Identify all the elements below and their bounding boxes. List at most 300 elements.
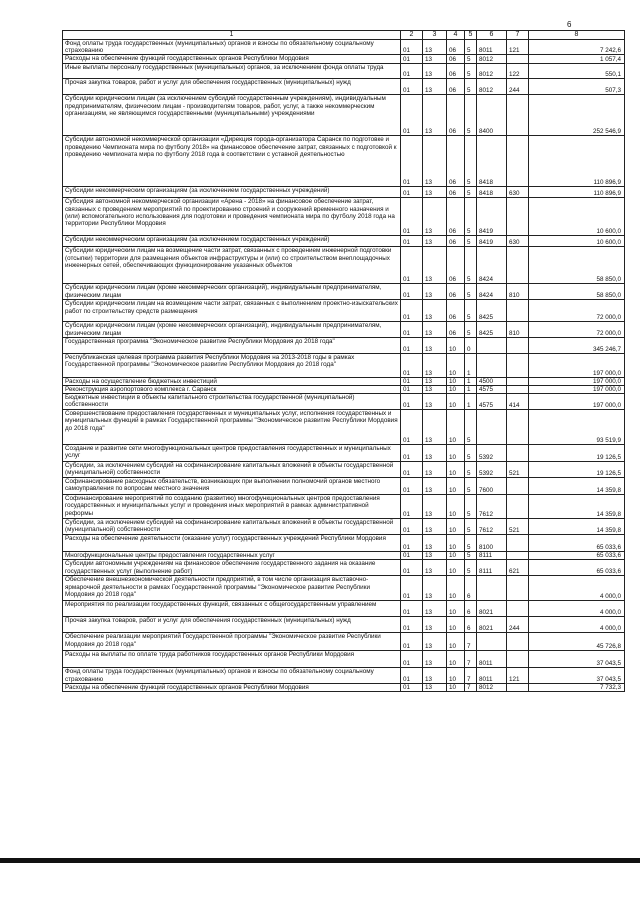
table-row: [63, 377, 625, 385]
code-section: 01: [401, 377, 423, 385]
code-expense-type: [507, 55, 529, 64]
code-section: 01: [401, 198, 423, 236]
code-program: 10: [447, 617, 465, 633]
table-row: [63, 560, 625, 576]
code-section: 01: [401, 601, 423, 617]
code-target: 8011: [477, 668, 507, 683]
code-section: 01: [401, 136, 423, 187]
code-subprogram: 5: [465, 95, 477, 136]
table-row: [63, 445, 625, 462]
amount: 110 896,9: [529, 187, 625, 198]
code-subsection: 13: [423, 683, 447, 691]
row-description: Совершенствование предоставления государственных и муниципальных услуг, исполнения государственных и муниципальных функций в рамках Государственной программы "Экономическое развитие Республики Мордовия до 2018 года": [63, 410, 401, 445]
code-program: 10: [447, 668, 465, 683]
table-row: [63, 651, 625, 668]
code-subsection: 13: [423, 445, 447, 462]
code-section: 01: [401, 300, 423, 322]
code-section: 01: [401, 462, 423, 478]
row-description: Расходы на выплаты по оплате труда работников государственных органов Республики Мордовия: [63, 651, 401, 668]
code-section: 01: [401, 535, 423, 552]
code-program: 06: [447, 136, 465, 187]
code-expense-type: 244: [507, 617, 529, 633]
amount: 4 000,0: [529, 617, 625, 633]
table-row: [63, 284, 625, 300]
row-description: Субсидии некоммерческим организациям (за исключением государственных учреждений): [63, 187, 401, 198]
table-row: [63, 55, 625, 64]
code-section: 01: [401, 55, 423, 64]
amount: 4 000,0: [529, 576, 625, 601]
row-description: Бюджетные инвестиции в объекты капитального строительства государственной (муниципальной) собственности: [63, 394, 401, 410]
code-subsection: 13: [423, 40, 447, 55]
code-subsection: 13: [423, 55, 447, 64]
code-subsection: 13: [423, 668, 447, 683]
row-description: Субсидии юридическим лицам (за исключением субсидий государственным учреждениям), индивидуальным предпринимателям, физическим лицам - производителям товаров, работ, услуг, а также некоммерческим организациям, не являющимся государственными (муниципальными) учреждениями: [63, 95, 401, 136]
table-row: [63, 552, 625, 560]
amount: 65 033,6: [529, 560, 625, 576]
code-subsection: 13: [423, 300, 447, 322]
code-target: 8424: [477, 284, 507, 300]
table-row: [63, 633, 625, 651]
code-expense-type: [507, 601, 529, 617]
code-section: 01: [401, 79, 423, 95]
code-target: 8419: [477, 236, 507, 247]
code-subsection: 13: [423, 560, 447, 576]
row-description: Фонд оплаты труда государственных (муниципальных) органов и взносы по обязательному социальному страхованию: [63, 40, 401, 55]
code-subprogram: 5: [465, 552, 477, 560]
table-row: [63, 322, 625, 337]
code-expense-type: [507, 445, 529, 462]
amount: 345 246,7: [529, 337, 625, 353]
code-target: 7612: [477, 519, 507, 535]
row-description: Субсидии автономным учреждениям на финансовое обеспечение государственного задания на оказание государственных услуг (выполнение работ): [63, 560, 401, 576]
code-subprogram: 7: [465, 651, 477, 668]
table-row: [63, 394, 625, 410]
code-subsection: 13: [423, 337, 447, 353]
code-target: 8111: [477, 560, 507, 576]
code-program: 10: [447, 535, 465, 552]
code-section: 01: [401, 560, 423, 576]
amount: 197 000,0: [529, 377, 625, 385]
code-expense-type: 244: [507, 79, 529, 95]
amount: 550,1: [529, 64, 625, 79]
code-subprogram: 5: [465, 495, 477, 519]
row-description: Субсидии юридическим лицам на возмещение части затрат, связанных с проведением инженерной подготовки (отсыпки) территории для размещения объектов инфраструктуры и (или) со строительством внеплощадочных инженерных сетей, обеспечивающих функционирование указанных объектов: [63, 247, 401, 284]
amount: 37 043,5: [529, 668, 625, 683]
code-expense-type: [507, 478, 529, 495]
code-program: 10: [447, 519, 465, 535]
row-description: Софинансирование расходных обязательств, возникающих при выполнении полномочий органов местного самоуправления по вопросам местного значения: [63, 478, 401, 495]
code-program: 10: [447, 495, 465, 519]
amount: 65 033,6: [529, 535, 625, 552]
code-expense-type: [507, 386, 529, 394]
code-subprogram: 5: [465, 55, 477, 64]
code-expense-type: 121: [507, 668, 529, 683]
code-program: 10: [447, 410, 465, 445]
code-program: 06: [447, 236, 465, 247]
amount: 252 546,9: [529, 95, 625, 136]
amount: 37 043,5: [529, 651, 625, 668]
table-row: [63, 64, 625, 79]
code-expense-type: [507, 633, 529, 651]
code-program: 06: [447, 300, 465, 322]
amount: 7 732,3: [529, 683, 625, 691]
code-subsection: 13: [423, 353, 447, 377]
code-target: 8425: [477, 322, 507, 337]
code-section: 01: [401, 236, 423, 247]
code-section: 01: [401, 95, 423, 136]
code-program: 10: [447, 552, 465, 560]
code-subprogram: 5: [465, 284, 477, 300]
code-subsection: 13: [423, 519, 447, 535]
column-header: 1: [63, 31, 401, 40]
amount: 10 600,0: [529, 236, 625, 247]
code-target: 8021: [477, 601, 507, 617]
code-section: 01: [401, 386, 423, 394]
code-subprogram: 6: [465, 617, 477, 633]
code-target: 8424: [477, 247, 507, 284]
amount: 58 850,0: [529, 284, 625, 300]
code-program: 10: [447, 462, 465, 478]
code-subsection: 13: [423, 284, 447, 300]
row-description: Софинансирование мероприятий по созданию (развитию) многофункциональных центров предоставления государственных и муниципальных услуг и проведения иных мероприятий в рамках административной реформы: [63, 495, 401, 519]
amount: 110 896,9: [529, 136, 625, 187]
code-section: 01: [401, 410, 423, 445]
code-expense-type: 630: [507, 187, 529, 198]
code-expense-type: [507, 552, 529, 560]
code-section: 01: [401, 495, 423, 519]
row-description: Обеспечение внешнеэкономической деятельности предприятий, в том числе организация выставочно-ярмарочной деятельности в рамках Государственной программы "Экономическое развитие Республики Мордовия до 2018 года": [63, 576, 401, 601]
column-header: 5: [465, 31, 477, 40]
code-subprogram: 5: [465, 187, 477, 198]
code-expense-type: 810: [507, 322, 529, 337]
code-subprogram: 5: [465, 40, 477, 55]
amount: 72 000,0: [529, 322, 625, 337]
code-subsection: 13: [423, 535, 447, 552]
code-program: 06: [447, 79, 465, 95]
code-subprogram: 5: [465, 136, 477, 187]
code-subprogram: 5: [465, 322, 477, 337]
code-section: 01: [401, 668, 423, 683]
code-expense-type: [507, 198, 529, 236]
table-row: [63, 136, 625, 187]
table-body: [63, 31, 625, 692]
amount: 45 726,8: [529, 633, 625, 651]
code-target: 8012: [477, 79, 507, 95]
row-description: Расходы на обеспечение функций государственных органов Республики Мордовия: [63, 55, 401, 64]
column-header: 8: [529, 31, 625, 40]
code-program: 10: [447, 651, 465, 668]
code-subprogram: 7: [465, 633, 477, 651]
code-program: 10: [447, 576, 465, 601]
code-subprogram: 5: [465, 64, 477, 79]
table-row: [63, 668, 625, 683]
row-description: Субсидии некоммерческим организациям (за исключением государственных учреждений): [63, 236, 401, 247]
code-program: 06: [447, 322, 465, 337]
header-row: [63, 31, 625, 40]
code-program: 06: [447, 40, 465, 55]
table-row: [63, 462, 625, 478]
code-program: 10: [447, 353, 465, 377]
amount: 4 000,0: [529, 601, 625, 617]
code-subsection: 13: [423, 633, 447, 651]
amount: 65 033,6: [529, 552, 625, 560]
row-description: Расходы на осуществление бюджетных инвестиций: [63, 377, 401, 385]
code-subsection: 13: [423, 136, 447, 187]
code-program: 10: [447, 601, 465, 617]
code-subsection: 13: [423, 601, 447, 617]
code-expense-type: [507, 495, 529, 519]
code-subprogram: 1: [465, 353, 477, 377]
code-section: 01: [401, 322, 423, 337]
code-section: 01: [401, 187, 423, 198]
row-description: Обеспечение реализации мероприятий Государственной программы "Экономическое развитие Республики Мордовия до 2018 года": [63, 633, 401, 651]
code-target: 4500: [477, 377, 507, 385]
amount: 10 600,0: [529, 198, 625, 236]
column-header: 7: [507, 31, 529, 40]
code-subprogram: 5: [465, 445, 477, 462]
code-program: 06: [447, 198, 465, 236]
code-target: 8012: [477, 55, 507, 64]
amount: 72 000,0: [529, 300, 625, 322]
code-subsection: 13: [423, 552, 447, 560]
amount: 197 000,0: [529, 394, 625, 410]
table-row: [63, 386, 625, 394]
row-description: Расходы на обеспечение деятельности (оказание услуг) государственных учреждений Республики Мордовия: [63, 535, 401, 552]
code-target: [477, 633, 507, 651]
code-target: 8400: [477, 95, 507, 136]
code-section: 01: [401, 617, 423, 633]
code-target: 8419: [477, 198, 507, 236]
column-header: 6: [477, 31, 507, 40]
code-expense-type: [507, 353, 529, 377]
row-description: Реконструкция аэропортового комплекса г. Саранск: [63, 386, 401, 394]
code-program: 06: [447, 55, 465, 64]
code-program: 10: [447, 445, 465, 462]
code-target: 7612: [477, 495, 507, 519]
code-expense-type: [507, 300, 529, 322]
code-subsection: 13: [423, 394, 447, 410]
row-description: Мероприятия по реализации государственных функций, связанных с общегосударственным управлением: [63, 601, 401, 617]
code-expense-type: [507, 410, 529, 445]
code-section: 01: [401, 478, 423, 495]
code-section: 01: [401, 394, 423, 410]
table-row: [63, 79, 625, 95]
code-subsection: 13: [423, 64, 447, 79]
column-header: 2: [401, 31, 423, 40]
table-row: [63, 535, 625, 552]
code-target: 5392: [477, 462, 507, 478]
code-program: 10: [447, 377, 465, 385]
code-section: 01: [401, 353, 423, 377]
table-row: [63, 519, 625, 535]
code-subprogram: 1: [465, 386, 477, 394]
row-description: Фонд оплаты труда государственных (муниципальных) органов и взносы по обязательному социальному страхованию: [63, 668, 401, 683]
code-program: 10: [447, 386, 465, 394]
row-description: Субсидии, за исключением субсидий на софинансирование капитальных вложений в объекты государственной (муниципальной) собственности: [63, 462, 401, 478]
code-section: 01: [401, 552, 423, 560]
table-row: [63, 410, 625, 445]
code-subsection: 13: [423, 322, 447, 337]
code-subsection: 13: [423, 462, 447, 478]
code-section: 01: [401, 519, 423, 535]
code-section: 01: [401, 576, 423, 601]
code-expense-type: 521: [507, 519, 529, 535]
code-expense-type: [507, 651, 529, 668]
row-description: Субсидии автономной некоммерческой организации «Дирекция города-организатора Саранск по подготовке и проведению Чемпионата мира по футболу 2018» на финансовое обеспечение затрат, связанных с подготовкой к проведению чемпионата мира по футболу 2018 года в соответствии с уставной деятельностью: [63, 136, 401, 187]
code-subsection: 13: [423, 576, 447, 601]
code-expense-type: [507, 576, 529, 601]
code-subprogram: 7: [465, 668, 477, 683]
code-expense-type: 414: [507, 394, 529, 410]
code-subprogram: 1: [465, 394, 477, 410]
code-program: 10: [447, 337, 465, 353]
code-expense-type: [507, 337, 529, 353]
code-target: 8100: [477, 535, 507, 552]
code-target: [477, 410, 507, 445]
row-description: Многофункциональные центры предоставления государственных услуг: [63, 552, 401, 560]
column-header: 4: [447, 31, 465, 40]
code-section: 01: [401, 683, 423, 691]
row-description: Иные выплаты персоналу государственных (муниципальных) органов, за исключением фонда оплаты труда: [63, 64, 401, 79]
code-section: 01: [401, 247, 423, 284]
code-subsection: 13: [423, 95, 447, 136]
row-description: Создание и развитие сети многофункциональных центров предоставления государственных и муниципальных услуг: [63, 445, 401, 462]
code-expense-type: 521: [507, 462, 529, 478]
code-program: 10: [447, 683, 465, 691]
code-target: [477, 337, 507, 353]
amount: 58 850,0: [529, 247, 625, 284]
code-subsection: 13: [423, 187, 447, 198]
table-row: [63, 353, 625, 377]
code-subsection: 13: [423, 617, 447, 633]
code-subsection: 13: [423, 495, 447, 519]
code-expense-type: 122: [507, 64, 529, 79]
code-expense-type: 621: [507, 560, 529, 576]
code-subprogram: 6: [465, 576, 477, 601]
table-row: [63, 683, 625, 691]
code-subsection: 13: [423, 377, 447, 385]
amount: 19 126,5: [529, 445, 625, 462]
amount: 507,3: [529, 79, 625, 95]
amount: 7 242,6: [529, 40, 625, 55]
table-row: [63, 337, 625, 353]
row-description: Прочая закупка товаров, работ и услуг для обеспечения государственных (муниципальных) нужд: [63, 79, 401, 95]
code-program: 06: [447, 187, 465, 198]
code-target: 8111: [477, 552, 507, 560]
code-expense-type: [507, 95, 529, 136]
amount: 197 000,0: [529, 386, 625, 394]
code-subprogram: 5: [465, 478, 477, 495]
code-subprogram: 5: [465, 300, 477, 322]
code-subprogram: 5: [465, 247, 477, 284]
code-subprogram: 5: [465, 519, 477, 535]
page-number: 6: [567, 20, 572, 29]
table-row: [63, 40, 625, 55]
table-row: [63, 300, 625, 322]
table-row: [63, 236, 625, 247]
code-subprogram: 1: [465, 377, 477, 385]
code-target: 8011: [477, 40, 507, 55]
budget-table: [62, 30, 625, 692]
row-description: Расходы на обеспечение функций государственных органов Республики Мордовия: [63, 683, 401, 691]
table-row: [63, 576, 625, 601]
code-subprogram: 5: [465, 236, 477, 247]
code-target: 7600: [477, 478, 507, 495]
code-subsection: 13: [423, 386, 447, 394]
code-target: 8011: [477, 651, 507, 668]
code-subsection: 13: [423, 247, 447, 284]
table-row: [63, 198, 625, 236]
column-header: 3: [423, 31, 447, 40]
code-target: 8418: [477, 187, 507, 198]
code-expense-type: 121: [507, 40, 529, 55]
code-subprogram: 5: [465, 560, 477, 576]
table-row: [63, 617, 625, 633]
code-expense-type: [507, 377, 529, 385]
code-subprogram: 5: [465, 462, 477, 478]
amount: 93 519,9: [529, 410, 625, 445]
code-target: 8418: [477, 136, 507, 187]
row-description: Субсидия автономной некоммерческой организации «Арена - 2018» на финансовое обеспечение затрат, связанных с проведением мероприятий по проектированию строений и сооружений временного назначения и (или) вспомогательного использования для подготовки и проведения чемпионата мира по футболу 2018 года на территории Республики Мордовия: [63, 198, 401, 236]
code-section: 01: [401, 651, 423, 668]
code-target: 8021: [477, 617, 507, 633]
code-subsection: 13: [423, 198, 447, 236]
code-program: 06: [447, 64, 465, 79]
code-target: 8425: [477, 300, 507, 322]
code-target: [477, 353, 507, 377]
code-section: 01: [401, 633, 423, 651]
code-subsection: 13: [423, 410, 447, 445]
code-target: 4575: [477, 386, 507, 394]
code-subprogram: 5: [465, 410, 477, 445]
table-row: [63, 247, 625, 284]
code-subsection: 13: [423, 79, 447, 95]
code-subprogram: 5: [465, 198, 477, 236]
amount: 19 126,5: [529, 462, 625, 478]
code-subprogram: 0: [465, 337, 477, 353]
table-row: [63, 601, 625, 617]
code-target: 4575: [477, 394, 507, 410]
code-target: 8012: [477, 64, 507, 79]
code-section: 01: [401, 40, 423, 55]
code-expense-type: [507, 247, 529, 284]
code-program: 06: [447, 95, 465, 136]
code-expense-type: [507, 535, 529, 552]
row-description: Субсидии юридическим лицам на возмещение части затрат, связанных с выполнением проектно-изыскательских работ по строительству средств размещения: [63, 300, 401, 322]
code-expense-type: 810: [507, 284, 529, 300]
row-description: Республиканская целевая программа развития Республики Мордовия на 2013-2018 годы в рамках Государственной программы "Экономическое развитие Республики Мордовия до 2018 года": [63, 353, 401, 377]
code-program: 10: [447, 478, 465, 495]
code-expense-type: [507, 136, 529, 187]
code-expense-type: 630: [507, 236, 529, 247]
amount: 14 359,8: [529, 519, 625, 535]
row-description: Субсидии юридическим лицам (кроме некоммерческих организаций), индивидуальным предпринимателям, физическим лицам: [63, 322, 401, 337]
code-expense-type: [507, 683, 529, 691]
row-description: Субсидии, за исключением субсидий на софинансирование капитальных вложений в объекты государственной (муниципальной) собственности: [63, 519, 401, 535]
code-target: 5392: [477, 445, 507, 462]
code-section: 01: [401, 445, 423, 462]
code-section: 01: [401, 284, 423, 300]
row-description: Субсидии юридическим лицам (кроме некоммерческих организаций), индивидуальным предпринимателям, физическим лицам: [63, 284, 401, 300]
code-subsection: 13: [423, 651, 447, 668]
code-target: [477, 576, 507, 601]
amount: 14 359,8: [529, 478, 625, 495]
code-program: 10: [447, 560, 465, 576]
code-subprogram: 6: [465, 601, 477, 617]
table-row: [63, 95, 625, 136]
code-program: 06: [447, 284, 465, 300]
code-subsection: 13: [423, 478, 447, 495]
